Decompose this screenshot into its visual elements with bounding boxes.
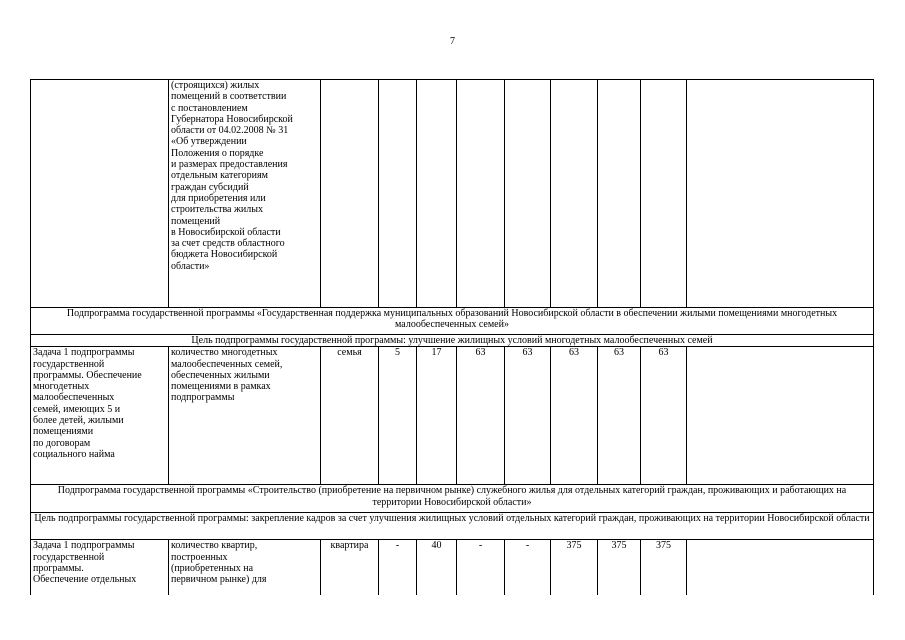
note-cell — [687, 347, 874, 485]
value-cell: 63 — [505, 347, 551, 485]
value-cell: 375 — [551, 540, 598, 595]
task-cell — [31, 80, 169, 308]
value-cell — [598, 80, 641, 308]
unit-cell: квартира — [321, 540, 379, 595]
unit-cell — [321, 80, 379, 308]
value-cell: - — [379, 540, 417, 595]
subprogram-goal-row — [31, 335, 874, 347]
table-row — [31, 540, 874, 595]
value-cell — [457, 80, 505, 308]
note-cell — [687, 80, 874, 308]
indicator-cell: (строящихся) жилых помещений в соответствии с постановлением Губернатора Новосибирской области от 04.02.2008 № 31 «Об утверждении Положения о порядке и размерах предоставления отдельным категориям граждан субсидий для приобретения или строительства жилых помещений в Новосибирской области за счет средств областного бюджета Новосибирской области» — [169, 80, 321, 308]
value-cell: 5 — [379, 347, 417, 485]
value-cell: 63 — [641, 347, 687, 485]
task-cell: Задача 1 подпрограммы государственной программы. Обеспечение многодетных малообеспеченных семей, имеющих 5 и более детей, жилыми помещениями по договорам социального найма — [31, 347, 169, 485]
value-cell: 63 — [457, 347, 505, 485]
unit-cell: семья — [321, 347, 379, 485]
subprogram-title-row — [31, 485, 874, 513]
value-cell — [551, 80, 598, 308]
subprogram-title: Подпрограмма государственной программы «Государственная поддержка муниципальных образований Новосибирской области в обеспечении жилыми помещениями многодетных малообеспеченных семей» — [31, 308, 874, 335]
indicator-cell: количество квартир, построенных (приобретенных на первичном рынке) для — [169, 540, 321, 595]
value-cell — [417, 80, 457, 308]
value-cell — [379, 80, 417, 308]
table-row — [31, 80, 874, 308]
subprogram-title-row — [31, 308, 874, 335]
subprogram-goal: Цель подпрограммы государственной программы: улучшение жилищных условий многодетных малообеспеченных семей — [31, 335, 874, 347]
task-cell: Задача 1 подпрограммы государственной программы. Обеспечение отдельных — [31, 540, 169, 595]
indicator-cell: количество многодетных малообеспеченных семей, обеспеченных жилыми помещениями в рамках подпрограммы — [169, 347, 321, 485]
page-number: 7 — [450, 36, 455, 47]
value-cell — [641, 80, 687, 308]
subprogram-goal-row — [31, 513, 874, 540]
value-cell: - — [505, 540, 551, 595]
subprogram-goal: Цель подпрограммы государственной программы: закрепление кадров за счет улучшения жилищных условий отдельных категорий граждан, проживающих на территории Новосибирской области — [31, 513, 874, 540]
note-cell — [687, 540, 874, 595]
table-row — [31, 347, 874, 485]
value-cell: 63 — [551, 347, 598, 485]
value-cell: 375 — [641, 540, 687, 595]
indicators-table — [30, 79, 874, 595]
value-cell: 63 — [598, 347, 641, 485]
value-cell: 375 — [598, 540, 641, 595]
value-cell: - — [457, 540, 505, 595]
value-cell — [505, 80, 551, 308]
subprogram-title: Подпрограмма государственной программы «Строительство (приобретение на первичном рынке) служебного жилья для отдельных категорий граждан, проживающих и работающих на территории Новосибирской области» — [31, 485, 874, 513]
value-cell: 40 — [417, 540, 457, 595]
value-cell: 17 — [417, 347, 457, 485]
